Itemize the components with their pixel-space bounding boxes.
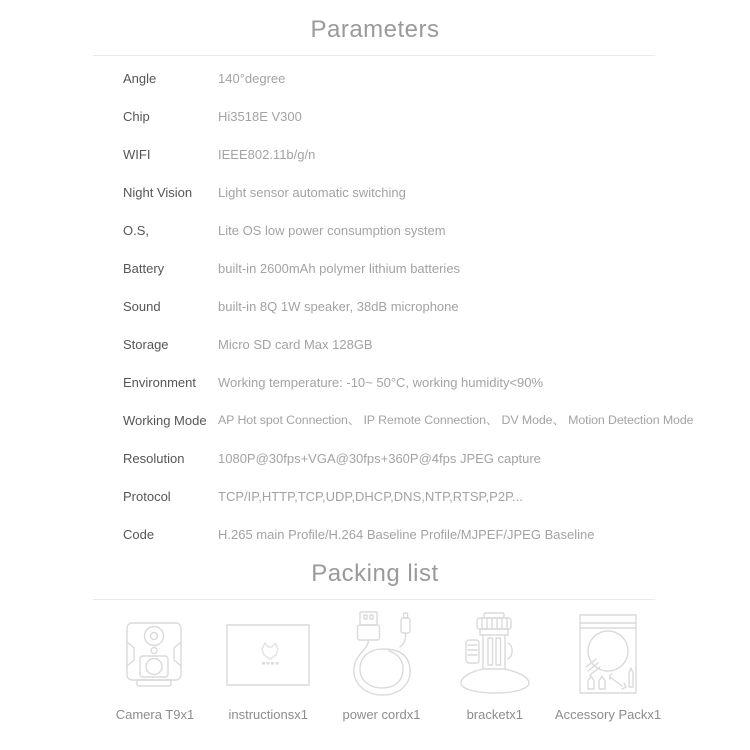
- param-value: H.265 main Profile/H.264 Baseline Profile/MJPEF/JPEG Baseline: [218, 527, 595, 542]
- param-label: Sound: [123, 299, 161, 314]
- packing-divider: [93, 599, 655, 600]
- param-value: 1080P@30fps+VGA@30fps+360P@4fps JPEG capture: [218, 451, 541, 466]
- instructions-manual-icon: [226, 610, 310, 700]
- param-row-protocol: [123, 489, 653, 504]
- param-row-night-vision: [123, 185, 653, 200]
- parameters-table: [123, 71, 694, 565]
- param-row-battery: [123, 261, 653, 276]
- param-label: Protocol: [123, 489, 171, 504]
- usb-power-cord-icon: [343, 610, 421, 700]
- param-label: O.S,: [123, 223, 150, 238]
- param-label: Night Vision: [123, 185, 193, 200]
- param-row-storage: [123, 337, 653, 352]
- param-value: Hi3518E V300: [218, 109, 302, 124]
- param-label: Storage: [123, 337, 169, 352]
- param-label: Resolution: [123, 451, 185, 466]
- param-value: Light sensor automatic switching: [218, 185, 406, 200]
- packing-item-accessory-pack: [554, 610, 662, 722]
- param-row-angle: [123, 71, 653, 86]
- param-label: Chip: [123, 109, 150, 124]
- param-value: Lite OS low power consumption system: [218, 223, 446, 238]
- param-row-resolution: [123, 451, 653, 466]
- packing-section-title: Packing list: [311, 560, 439, 587]
- packing-item-instructions: [218, 610, 318, 722]
- packing-item-bracket: [445, 610, 545, 722]
- param-label: Environment: [123, 375, 196, 390]
- packing-items-row: [105, 610, 662, 722]
- packing-item-camera: [105, 610, 205, 722]
- packing-item-label: instructionsx1: [228, 707, 308, 722]
- param-label: WIFI: [123, 147, 151, 162]
- param-row-environment: [123, 375, 653, 390]
- packing-item-label: Accessory Packx1: [554, 707, 662, 722]
- param-row-code: [123, 527, 653, 542]
- packing-item-label: power cordx1: [342, 707, 421, 722]
- packing-item-label: Camera T9x1: [115, 707, 195, 722]
- param-value: built-in 2600mAh polymer lithium batteries: [218, 261, 461, 276]
- param-label: Code: [123, 527, 155, 542]
- packing-item-power-cord: [332, 610, 432, 722]
- trail-camera-icon: [119, 610, 191, 700]
- param-row-sound: [123, 299, 653, 314]
- param-value: AP Hot spot Connection、 IP Remote Connection、 DV Mode、 Motion Detection Mode: [218, 413, 694, 427]
- accessory-bag-icon: [574, 610, 642, 700]
- param-label: Working Mode: [123, 413, 207, 428]
- param-label: Battery: [123, 261, 165, 276]
- param-row-working-mode: [123, 413, 694, 428]
- param-value: built-in 8Q 1W speaker, 38dB microphone: [218, 299, 459, 314]
- mounting-bracket-icon: [450, 610, 540, 700]
- param-value: TCP/IP,HTTP,TCP,UDP,DHCP,DNS,NTP,RTSP,P2P...: [218, 489, 523, 504]
- parameters-section-title: Parameters: [310, 16, 440, 43]
- parameters-divider: [93, 55, 655, 56]
- param-value: Micro SD card Max 128GB: [218, 337, 373, 352]
- packing-item-label: bracketx1: [466, 707, 523, 722]
- param-row-os: [123, 223, 653, 238]
- param-value: 140°degree: [218, 71, 286, 86]
- param-row-wifi: [123, 147, 653, 162]
- param-label: Angle: [123, 71, 157, 86]
- param-row-chip: [123, 109, 653, 124]
- param-value: IEEE802.11b/g/n: [218, 147, 316, 162]
- param-value: Working temperature: -10~ 50°C, working humidity<90%: [218, 375, 544, 390]
